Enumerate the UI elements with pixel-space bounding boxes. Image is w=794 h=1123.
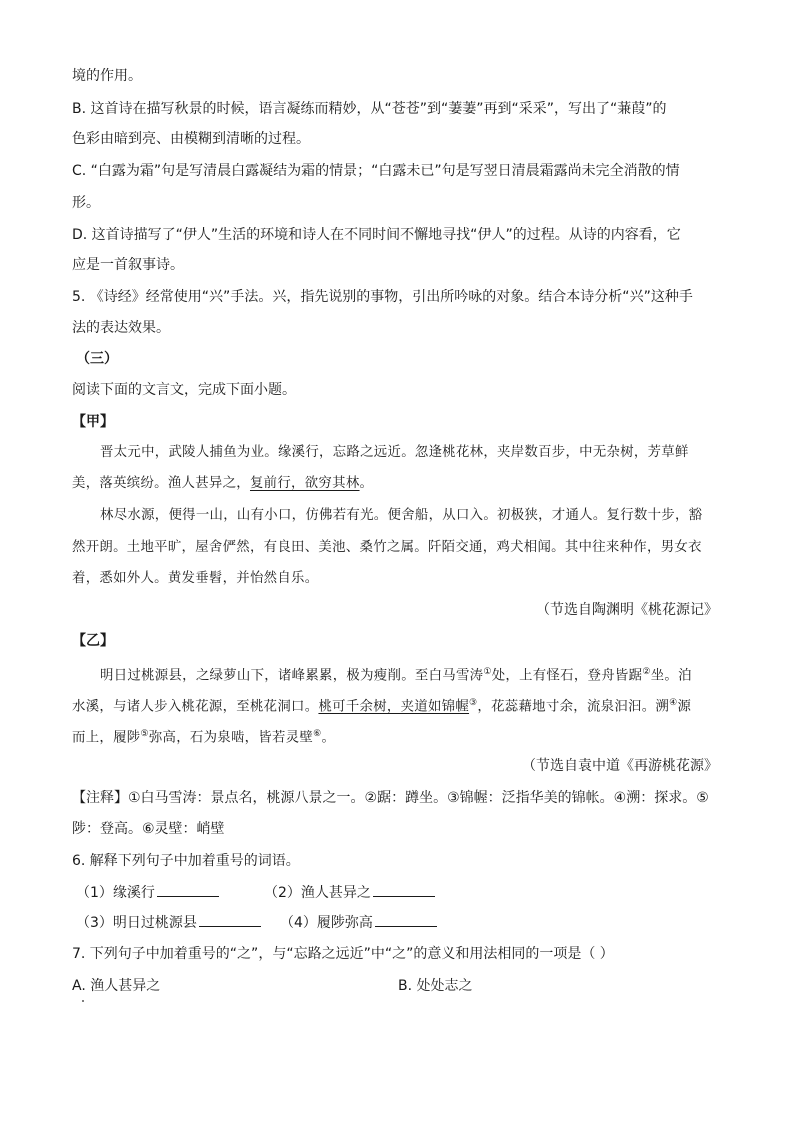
instruction-line: 阅读下面的文言文，完成下面小题。 bbox=[72, 382, 296, 398]
passage-text: 。 bbox=[321, 730, 336, 746]
section-heading: （三） bbox=[76, 351, 118, 367]
passage-text: 弥高，石为泉啮，皆若灵壁 bbox=[148, 730, 314, 746]
passage-text: 处，上有怪石，登舟皆踞 bbox=[491, 668, 643, 684]
question-6-item bbox=[76, 912, 261, 933]
item-label: （3）明日过桃源县 bbox=[76, 915, 197, 931]
passage-text: 明日过桃源县，之绿萝山下，诸峰累累，极为瘦削。至白马雪涛 bbox=[100, 668, 484, 684]
text-line: 法的表达效果。 bbox=[72, 320, 170, 336]
footnote-mark: ⑥ bbox=[313, 729, 322, 739]
question-5-line: 5. 《诗经》经常使用“兴”手法。兴，指先说别的事物，引出所吟咏的对象。结合本诗分析“兴”这种手 bbox=[72, 289, 693, 305]
passage-text: 水溪，与诸人步入桃花源，至桃花洞口。 bbox=[72, 699, 319, 715]
underlined-sentence: 复前行，欲穷其林 bbox=[249, 476, 360, 491]
question-6: 6. 解释下列句子中加着重号的词语。 bbox=[72, 853, 300, 869]
option-c-line: C. “白露为霜”句是写清晨白露凝结为霜的情景；“白露未已”句是写翌日清晨霜露尚未完全消散的情 bbox=[72, 163, 680, 179]
passage-line: 晋太元中，武陵人捕鱼为业。缘溪行，忘路之远近。忽逢桃花林，夹岸数百步，中无杂树，芳草鲜 bbox=[100, 445, 689, 460]
passage-line bbox=[100, 662, 692, 686]
question-6-item bbox=[76, 882, 219, 903]
option-d-line: D. 这首诗描写了“伊人”生活的环境和诗人在不同时间不懈地寻找“伊人”的过程。从诗的内容看，它 bbox=[72, 227, 681, 243]
passage-text: 而上，履陟 bbox=[72, 730, 141, 746]
stray-mark bbox=[82, 1000, 84, 1002]
footnote-mark: ⑤ bbox=[140, 729, 149, 739]
answer-blank[interactable] bbox=[375, 912, 437, 927]
text-line: 境的作用。 bbox=[72, 68, 142, 84]
item-label: （4）履陟弥高 bbox=[280, 915, 373, 931]
answer-blank[interactable] bbox=[157, 882, 219, 897]
passage-line: 着，悉如外人。黄发垂髫，并怡然自乐。 bbox=[72, 571, 319, 586]
passage-text: 源 bbox=[677, 699, 692, 715]
text-line: 形。 bbox=[72, 195, 100, 211]
passage-line: 林尽水源，便得一山，山有小口，仿佛若有光。便舍船，从口入。初极狭，才通人。复行数十步，豁 bbox=[100, 508, 703, 523]
question-6-item bbox=[280, 912, 437, 933]
passage-line bbox=[72, 724, 335, 748]
underlined-sentence: 桃可千余树，夹道如锦幄 bbox=[318, 699, 470, 715]
passage-text: ，花蕊藉地寸余，流泉汩汩。溯 bbox=[477, 699, 670, 715]
item-label: （2）渔人甚异之 bbox=[264, 885, 371, 901]
passage-jia-label: 【甲】 bbox=[72, 414, 114, 430]
option-b[interactable]: B. 处处志之 bbox=[398, 978, 473, 994]
footnote-mark: ① bbox=[483, 667, 492, 677]
question-6-item bbox=[264, 882, 435, 903]
passage-line bbox=[72, 474, 373, 494]
passage-text: 美，落英缤纷。渔人甚异之， bbox=[72, 476, 250, 491]
passage-text: 。 bbox=[359, 476, 374, 491]
footnote-mark: ④ bbox=[669, 698, 678, 708]
notes-line: 【注释】①白马雪涛：景点名，桃源八景之一。②踞：蹲坐。③锦幄：泛指华美的锦帐。④溯：探求。⑤ bbox=[72, 790, 709, 806]
answer-blank[interactable] bbox=[373, 882, 435, 897]
option-b-line: B. 这首诗在描写秋景的时候，语言凝练而精妙，从“苍苍”到“萋萋”再到“采采”，写出了“蒹葭”的 bbox=[72, 101, 667, 117]
text-line: 应是一首叙事诗。 bbox=[72, 257, 184, 273]
passage-line: 然开朗。土地平旷，屋舍俨然，有良田、美池、桑竹之属。阡陌交通，鸡犬相闻。其中往来种作，男女衣 bbox=[72, 540, 702, 555]
notes-line: 陟：登高。⑥灵壁：峭壁 bbox=[72, 821, 225, 837]
item-label: （1）缘溪行 bbox=[76, 885, 155, 901]
option-a[interactable]: A. 渔人甚异之 bbox=[72, 978, 161, 994]
answer-blank[interactable] bbox=[199, 912, 261, 927]
text-line: 色彩由暗到亮、由模糊到清晰的过程。 bbox=[72, 131, 310, 147]
footnote-mark: ③ bbox=[469, 698, 478, 708]
passage-yi-label: 【乙】 bbox=[72, 633, 114, 649]
passage-text: 坐。泊 bbox=[650, 668, 692, 684]
passage-line bbox=[72, 693, 691, 717]
source-citation: （节选自袁中道《再游桃花源》 bbox=[522, 758, 718, 774]
question-7: 7. 下列句子中加着重号的“之”，与“忘路之远近”中“之”的意义和用法相同的一项是（ ） bbox=[72, 946, 614, 962]
source-citation: （节选自陶渊明《桃花源记》 bbox=[536, 602, 718, 618]
footnote-mark: ② bbox=[642, 667, 651, 677]
